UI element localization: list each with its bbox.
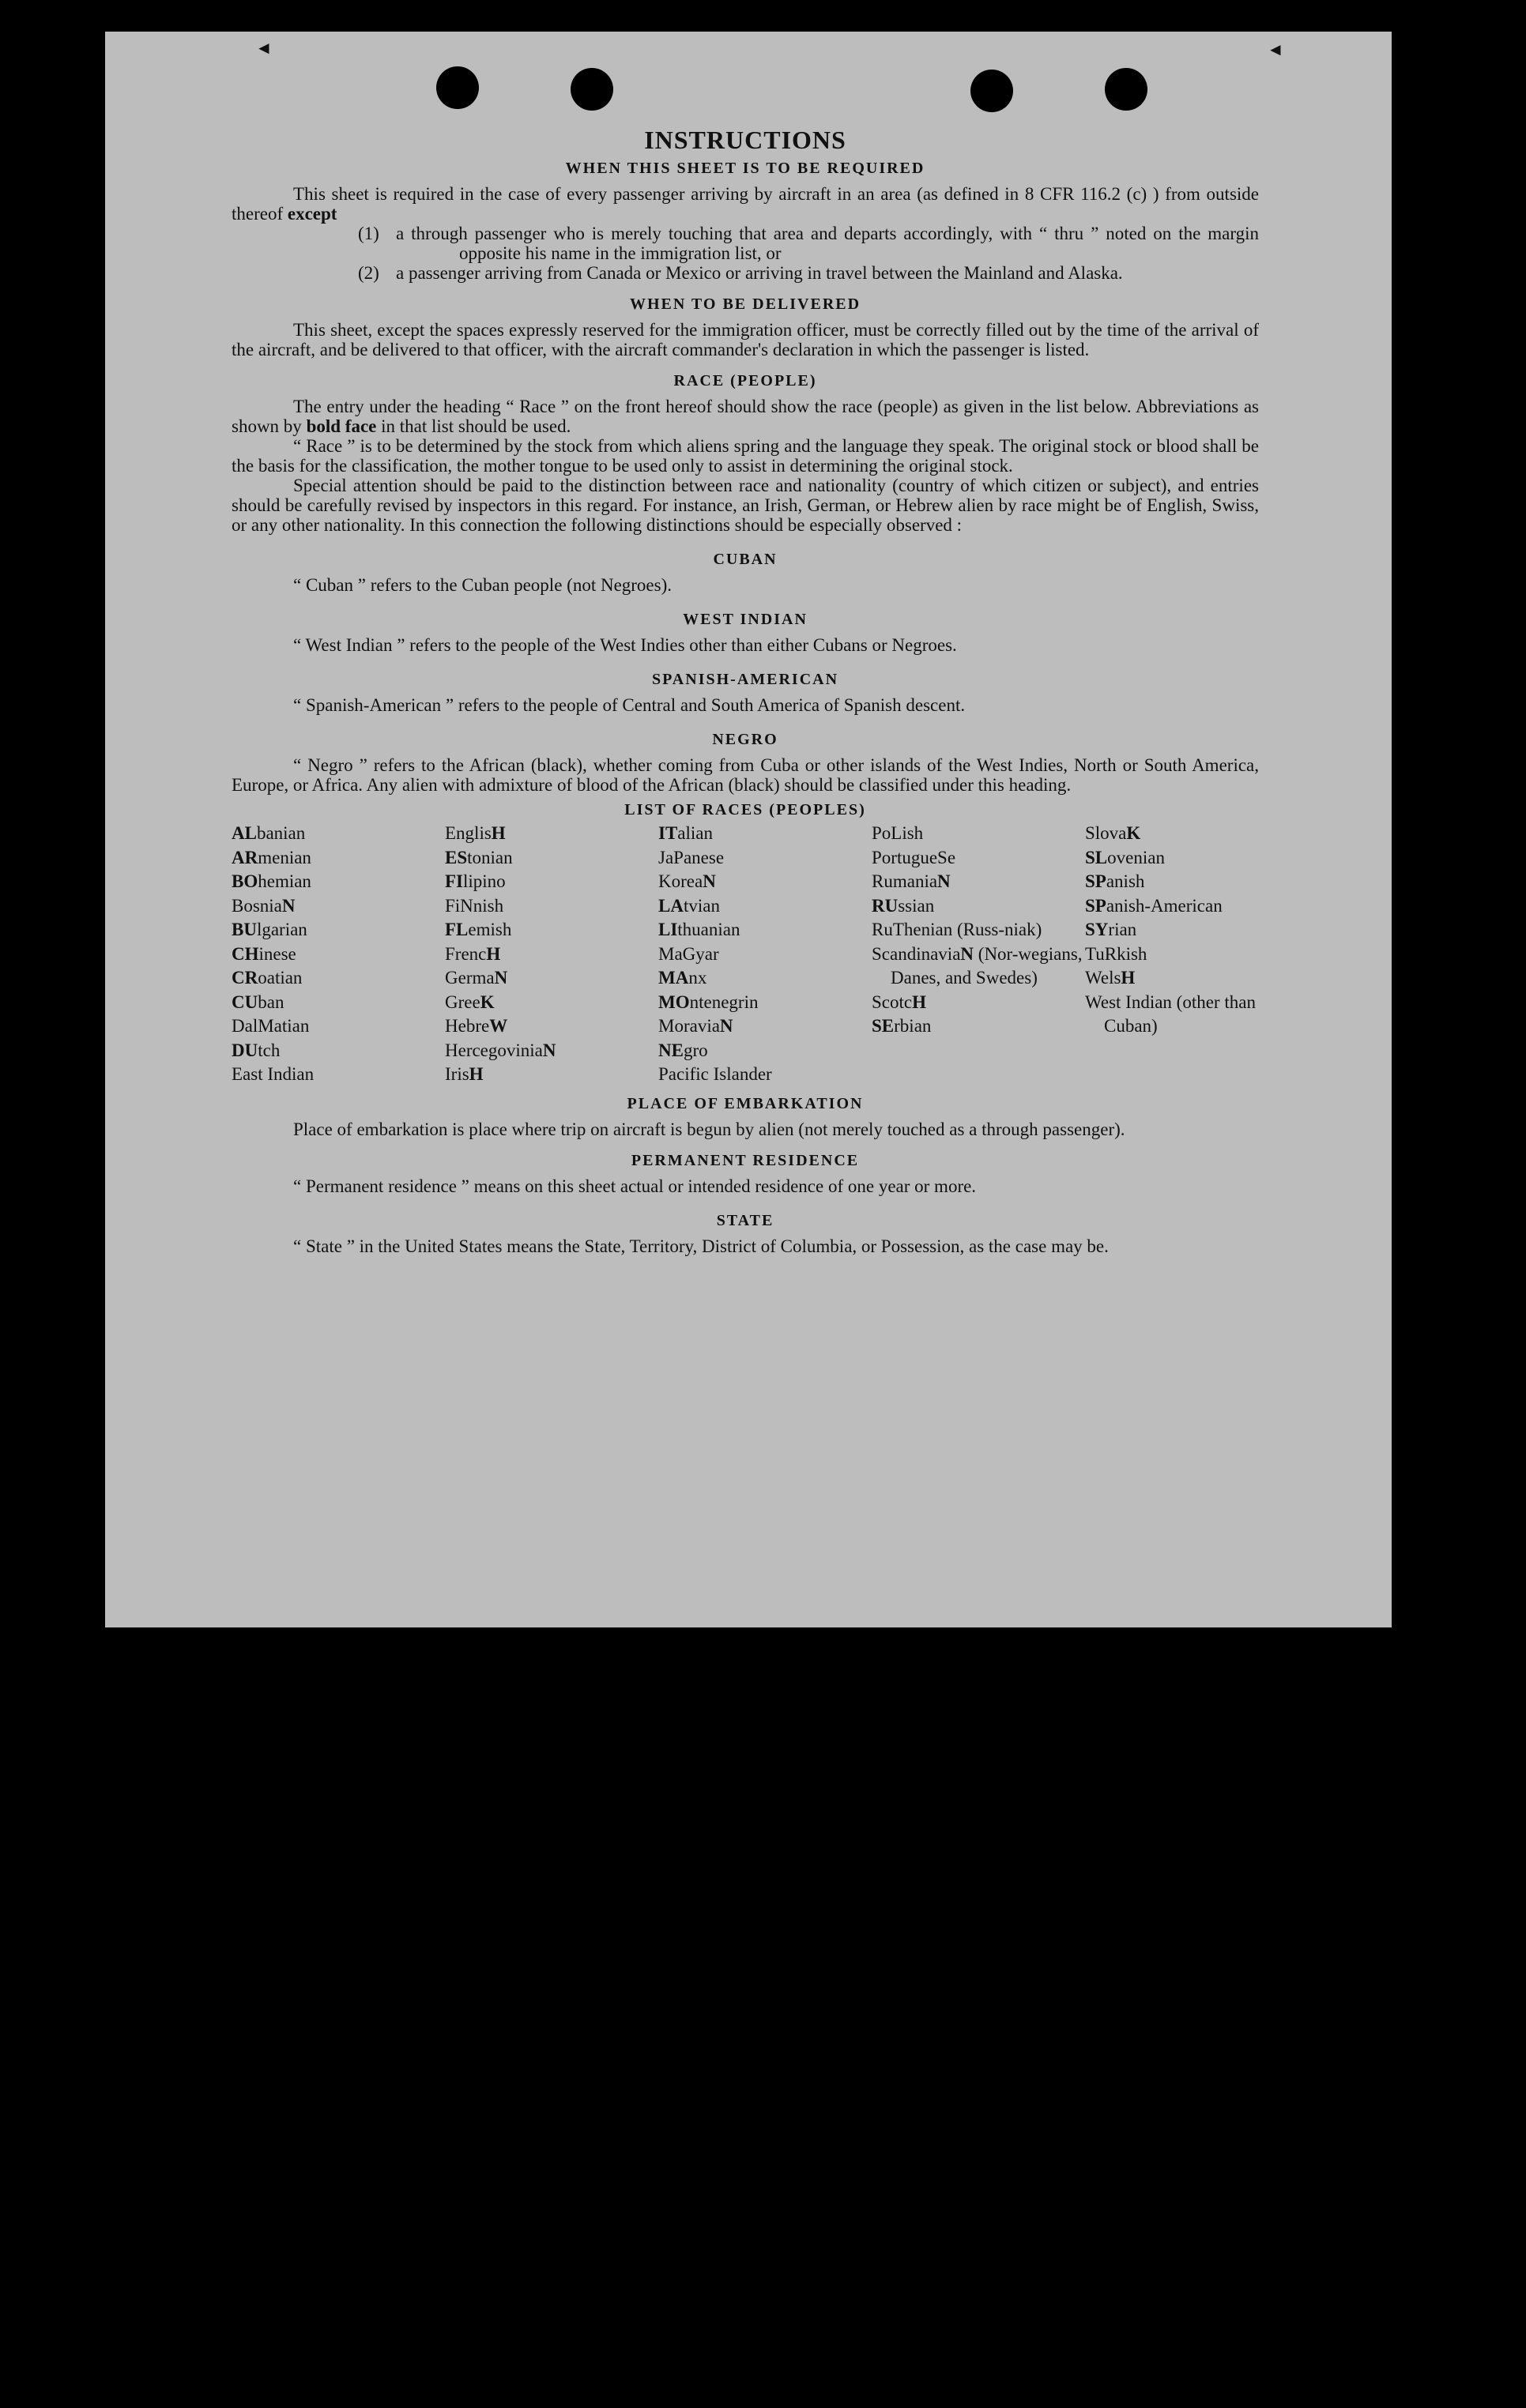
exception-item: (1) a through passenger who is merely touching that area and departs accordingly, with “ thru ” noted on the margin opposite his name in the immigration list, or bbox=[358, 224, 1259, 263]
section-heading-state: STATE bbox=[716, 1211, 774, 1229]
race-entry: SPanish-American bbox=[1085, 895, 1223, 916]
race-entry: MoraviaN bbox=[658, 1016, 733, 1036]
punch-hole bbox=[970, 70, 1013, 112]
race-entry: HebreW bbox=[445, 1016, 508, 1036]
race-entry: FiNnish bbox=[445, 895, 504, 916]
race-entry: Pacific Islander bbox=[658, 1064, 772, 1084]
race-entry: ScandinaviaN (Nor-wegians, Danes, and Swedes) bbox=[872, 943, 1083, 988]
race-entry: MOntenegrin bbox=[658, 991, 759, 1012]
race-entry: SYrian bbox=[1085, 920, 1137, 939]
race-entry: GermaN bbox=[445, 968, 508, 988]
race-entry: WelsH bbox=[1085, 968, 1136, 988]
race-entry: BUlgarian bbox=[232, 920, 307, 939]
races-column bbox=[445, 822, 658, 1087]
section-heading-west-indian: WEST INDIAN bbox=[683, 611, 808, 628]
punch-hole bbox=[571, 68, 613, 111]
race-entry: SLovenian bbox=[1085, 847, 1165, 867]
race-entry: CUban bbox=[232, 991, 284, 1012]
page-title: INSTRUCTIONS bbox=[644, 126, 846, 154]
section-heading-delivered: WHEN TO BE DELIVERED bbox=[629, 295, 861, 313]
race-entry: RUssian bbox=[872, 895, 935, 916]
race-entry: LAtvian bbox=[658, 895, 720, 916]
race-entry: CHinese bbox=[232, 943, 296, 964]
race-paragraph: Special attention should be paid to the distinction between race and nationality (country of which citizen or subject), and entries should be carefully revised by inspectors in this regard. For instance, an Irish, German, or Hebrew alien by race might be of English, Swiss, or any other nationality. In this connection the following distinctions should be especially observed : bbox=[232, 476, 1259, 535]
section-heading-negro: NEGRO bbox=[712, 731, 778, 748]
race-entry: MaGyar bbox=[658, 943, 719, 964]
race-entry: FrencH bbox=[445, 943, 501, 964]
race-entry: SErbian bbox=[872, 1016, 932, 1036]
race-entry: MAnx bbox=[658, 968, 707, 988]
instructions-content bbox=[232, 126, 1259, 1256]
race-entry: IrisH bbox=[445, 1064, 484, 1084]
race-entry: LIthuanian bbox=[658, 920, 740, 939]
race-entry: ITalian bbox=[658, 823, 713, 843]
race-entry: ALbanian bbox=[232, 823, 306, 843]
race-entry: HercegoviniaN bbox=[445, 1040, 556, 1060]
punch-hole bbox=[436, 66, 479, 109]
race-entry: EStonian bbox=[445, 847, 513, 867]
negro-text: “ Negro ” refers to the African (black), whether coming from Cuba or other islands of the West Indies, North or South America, Europe, or Africa. Any alien with admixture of blood of the African (black) should be classified under this heading. bbox=[232, 755, 1259, 795]
margin-mark: ◄ bbox=[255, 38, 273, 58]
races-column bbox=[872, 822, 1085, 1087]
punch-hole bbox=[1105, 68, 1147, 111]
race-entry: DalMatian bbox=[232, 1016, 310, 1036]
cuban-text: “ Cuban ” refers to the Cuban people (not Negroes). bbox=[293, 575, 673, 595]
race-entry: PoLish bbox=[872, 823, 924, 843]
race-paragraph: “ Race ” is to be determined by the stock from which aliens spring and the language they speak. The original stock or blood shall be the basis for the classification, the mother tongue to be used only to assist in determining the original stock. bbox=[232, 436, 1259, 476]
race-entry: KoreaN bbox=[658, 871, 716, 891]
required-intro: This sheet is required in the case of every passenger arriving by aircraft in an area (as defined in 8 CFR 116.2 (c) ) from outside thereof except bbox=[232, 184, 1259, 224]
section-heading-cuban: CUBAN bbox=[713, 551, 778, 568]
residence-text: “ Permanent residence ” means on this sheet actual or intended residence of one year or more. bbox=[293, 1176, 977, 1196]
margin-mark: ◄ bbox=[1267, 40, 1284, 59]
race-entry: PortugueSe bbox=[872, 847, 956, 867]
race-entry: JaPanese bbox=[658, 847, 725, 867]
race-entry: FLemish bbox=[445, 920, 512, 939]
section-heading-embarkation: PLACE OF EMBARKATION bbox=[627, 1094, 864, 1112]
section-heading-race: RACE (PEOPLE) bbox=[673, 372, 817, 389]
spanish-american-text: “ Spanish-American ” refers to the people of Central and South America of Spanish descent. bbox=[293, 695, 966, 715]
list-of-races-heading: LIST OF RACES (PEOPLES) bbox=[624, 801, 866, 818]
race-entry: GreeK bbox=[445, 991, 495, 1012]
section-heading-residence: PERMANENT RESIDENCE bbox=[631, 1151, 860, 1169]
race-paragraph: The entry under the heading “ Race ” on the front hereof should show the race (people) as given in the list below. Abbreviations as shown by bold face in that list should be used. bbox=[232, 397, 1259, 436]
state-text: “ State ” in the United States means the State, Territory, District of Columbia, or Possession, as the case may be. bbox=[293, 1236, 1109, 1256]
race-entry: ScotcH bbox=[872, 991, 926, 1012]
race-entry: BosniaN bbox=[232, 895, 296, 916]
races-list bbox=[232, 822, 1259, 1087]
race-entry: EnglisH bbox=[445, 823, 506, 843]
embarkation-text: Place of embarkation is place where trip on aircraft is begun by alien (not merely touched as a through passenger). bbox=[293, 1119, 1125, 1139]
delivered-text: This sheet, except the spaces expressly reserved for the immigration officer, must be correctly filled out by the time of the arrival of the aircraft, and be delivered to that officer, with the aircraft commander's declaration in which the passenger is listed. bbox=[232, 320, 1259, 359]
document-sheet bbox=[105, 32, 1392, 1627]
race-entry: BOhemian bbox=[232, 871, 311, 891]
race-entry: DUtch bbox=[232, 1040, 281, 1060]
section-heading-required: WHEN THIS SHEET IS TO BE REQUIRED bbox=[565, 160, 925, 177]
race-entry: West Indian (other than Cuban) bbox=[1085, 991, 1256, 1036]
section-heading-spanish-american: SPANISH-AMERICAN bbox=[651, 671, 839, 688]
race-entry: CRoatian bbox=[232, 968, 303, 988]
race-entry: East Indian bbox=[232, 1064, 315, 1084]
race-entry: FIlipino bbox=[445, 871, 506, 891]
race-entry: RuThenian (Russ-niak) bbox=[872, 920, 1042, 939]
exception-item: (2) a passenger arriving from Canada or Mexico or arriving in travel between the Mainland and Alaska. bbox=[358, 263, 1123, 283]
race-entry: RumaniaN bbox=[872, 871, 951, 891]
races-column bbox=[232, 822, 445, 1087]
race-entry: TuRkish bbox=[1085, 943, 1147, 964]
race-entry: ARmenian bbox=[232, 847, 311, 867]
race-entry: NEgro bbox=[658, 1040, 708, 1060]
race-entry: SPanish bbox=[1085, 871, 1145, 891]
races-column bbox=[658, 822, 872, 1087]
race-entry: SlovaK bbox=[1085, 823, 1141, 843]
west-indian-text: “ West Indian ” refers to the people of the West Indies other than either Cubans or Negroes. bbox=[293, 635, 957, 655]
races-column bbox=[1085, 822, 1267, 1087]
